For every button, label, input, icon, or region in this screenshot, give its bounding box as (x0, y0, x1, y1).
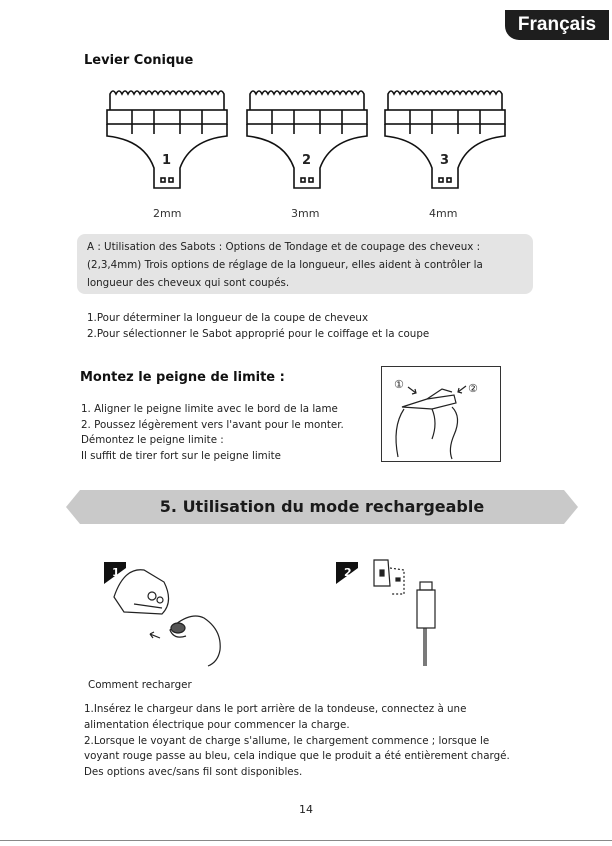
peigne-step: Démontez le peigne limite : (81, 434, 224, 446)
step-1-number: 1 (112, 566, 120, 579)
purpose-item: 1.Pour déterminer la longueur de la coupe de cheveux (87, 312, 369, 324)
guard-number-3: 3 (440, 153, 450, 168)
instruction-line: 1.Insérez le chargeur dans le port arrière de la tondeuse, connectez à une (84, 703, 467, 715)
guard-number-2: 2 (302, 153, 312, 168)
figure-label-1: ① (394, 378, 404, 391)
section-title-levier-conique: Levier Conique (84, 53, 194, 68)
sabot-info-box (77, 234, 533, 294)
peigne-step: Il suffit de tirer fort sur le peigne limite (81, 449, 281, 462)
charging-caption: Comment recharger (88, 679, 192, 691)
guard-comb-1-illustration (104, 88, 230, 196)
guard-comb-3-illustration (382, 88, 508, 196)
purpose-list (87, 310, 429, 342)
bottom-divider (0, 840, 612, 841)
peigne-step: 2. Poussez légèrement vers l'avant pour le monter. (81, 418, 344, 431)
step-2-marker (336, 562, 358, 584)
comb-mount-illustration (382, 367, 500, 461)
section-title-rechargeable: 5. Utilisation du mode rechargeable (159, 497, 485, 516)
charging-port-illustration (104, 562, 244, 670)
guard-number-1: 1 (162, 153, 172, 168)
purpose-item: 2.Pour sélectionner le Sabot approprié pour le coiffage et la coupe (87, 328, 430, 340)
instruction-line: Des options avec/sans fil sont disponibles. (84, 766, 303, 779)
info-line: A : Utilisation des Sabots : Options de Tondage et de coupage des cheveux : (87, 241, 481, 253)
charging-instructions (84, 702, 510, 781)
instruction-line: alimentation électrique pour commencer la charge. (84, 718, 350, 731)
instruction-line: voyant rouge passe au bleu, cela indique que le produit a été entièrement chargé. (84, 750, 510, 763)
info-line: longueur des cheveux qui sont coupés. (87, 277, 290, 289)
guard-size-1: 2mm (153, 207, 182, 220)
language-tab: Français (505, 10, 609, 40)
instruction-line: 2.Lorsque le voyant de charge s'allume, le chargement commence ; lorsque le (84, 734, 490, 747)
step-2-number: 2 (344, 566, 352, 579)
comb-mount-figure (381, 366, 501, 462)
figure-label-2: ② (468, 382, 478, 395)
guard-size-3: 4mm (429, 207, 458, 220)
page-number: 14 (299, 803, 313, 816)
guard-size-2: 3mm (291, 207, 320, 220)
usb-cable-illustration (366, 556, 446, 668)
guard-comb-2-illustration (244, 88, 370, 196)
peigne-step: 1. Aligner le peigne limite avec le bord de la lame (81, 403, 338, 415)
info-line: (2,3,4mm) Trois options de réglage de la longueur, elles aident à contrôler la (87, 259, 483, 271)
section-title-peigne-limite: Montez le peigne de limite : (80, 370, 285, 385)
peigne-steps (81, 402, 344, 464)
